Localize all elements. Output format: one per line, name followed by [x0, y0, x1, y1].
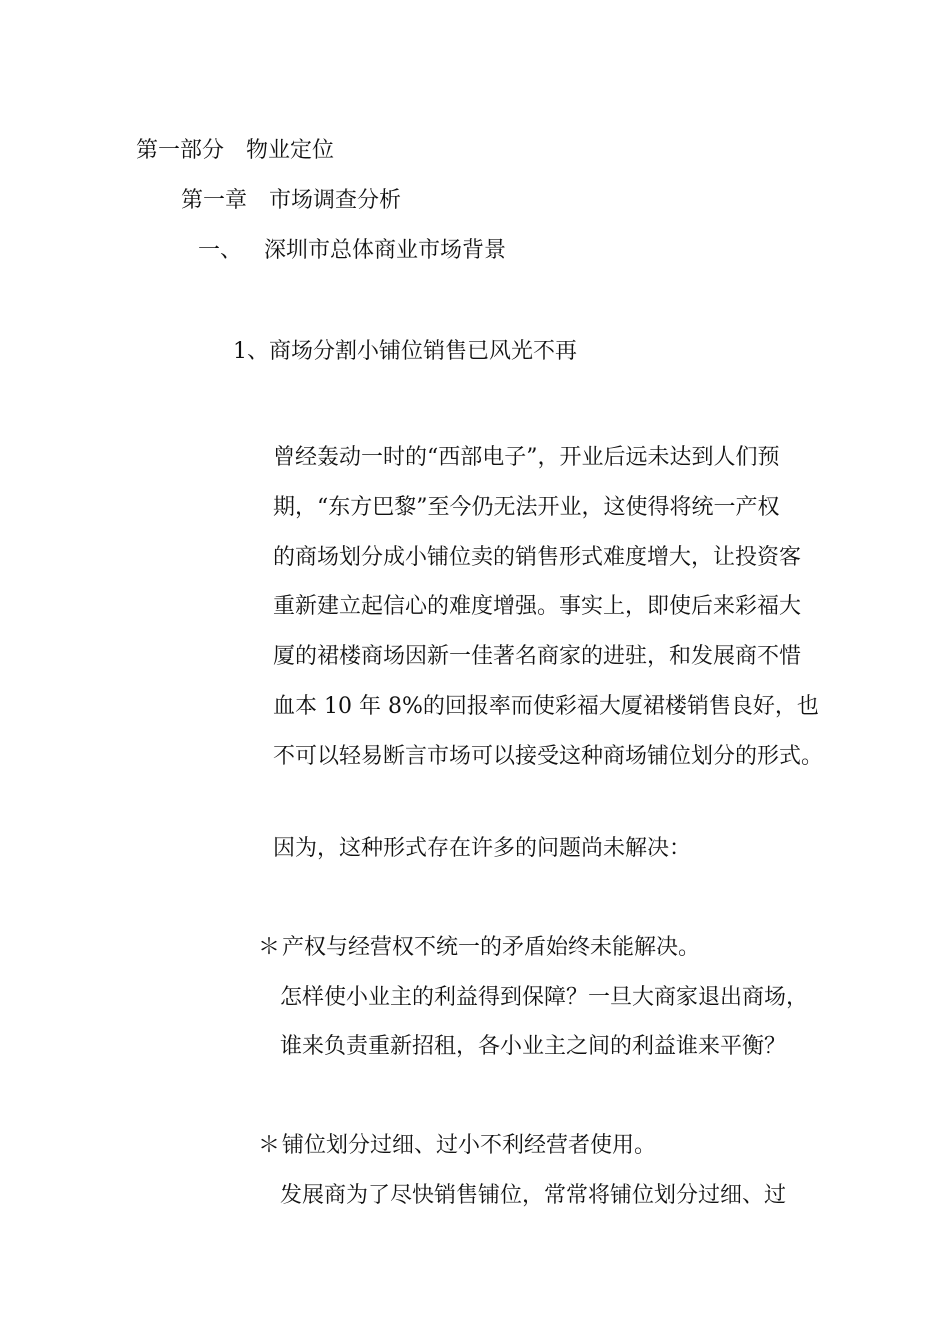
- paragraph-line: 厦的裙楼商场因新一佳著名商家的进驻，和发展商不惜: [273, 644, 802, 670]
- bullet-marker: ＊: [258, 1133, 281, 1158]
- paragraph-line: 的商场划分成小铺位卖的销售形式难度增大，让投资客: [273, 544, 802, 570]
- paragraph-line: 期，“东方巴黎”至今仍无法开业，这使得将统一产权: [273, 494, 780, 520]
- paragraph-line: 曾经轰动一时的“西部电子”，开业后远未达到人们预: [273, 445, 780, 470]
- paragraph-line: 血本 10 年 8%的回报率而使彩福大厦裙楼销售良好，也: [273, 693, 819, 719]
- section-number: 一、: [198, 238, 243, 263]
- bullet-title: 产权与经营权不统一的矛盾始终未能解决。: [282, 935, 701, 960]
- subsection-title: 1、商场分割小铺位销售已风光不再: [233, 339, 577, 364]
- bullet-marker: ＊: [258, 935, 281, 960]
- paragraph-line: 不可以轻易断言市场可以接受这种商场铺位划分的形式。: [273, 743, 824, 769]
- bullet-body-line: 发展商为了尽快销售铺位，常常将铺位划分过细、过: [280, 1183, 787, 1208]
- chapter-title: 第一章 市场调查分析: [181, 188, 402, 213]
- section-title: 深圳市总体商业市场背景: [264, 238, 507, 263]
- paragraph-line: 重新建立起信心的难度增强。事实上，即使后来彩福大: [273, 594, 802, 620]
- bullet-body-line: 怎样使小业主的利益得到保障？一旦大商家退出商场，: [280, 985, 809, 1010]
- bullet-title: 铺位划分过细、过小不利经营者使用。: [282, 1133, 657, 1158]
- bullet-body-line: 谁来负责重新招租，各小业主之间的利益谁来平衡？: [280, 1034, 787, 1059]
- body-paragraph: [273, 433, 833, 782]
- part-title: 第一部分 物业定位: [136, 138, 335, 163]
- reason-intro: 因为，这种形式存在许多的问题尚未解决：: [273, 836, 692, 861]
